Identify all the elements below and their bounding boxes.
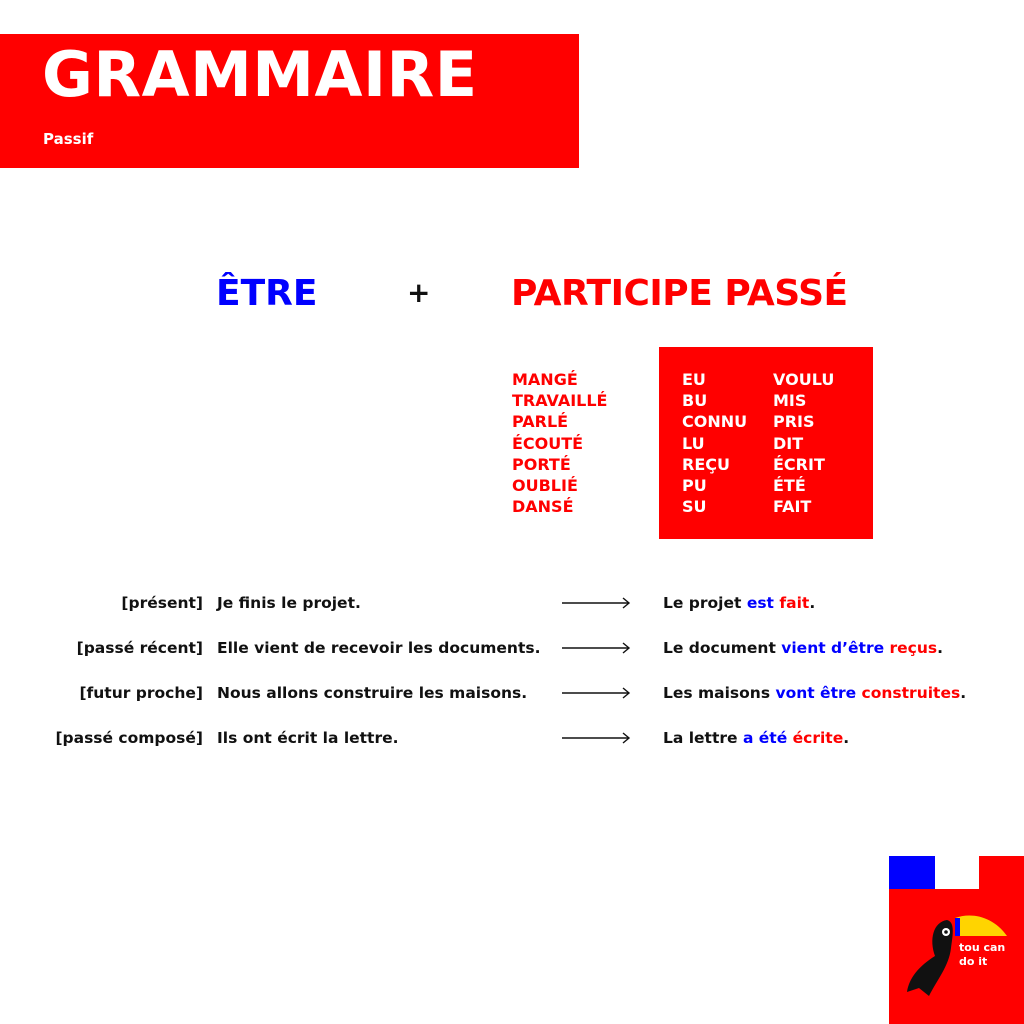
right-arrow-icon: [562, 640, 632, 656]
active-sentence: Elle vient de recevoir les documents.: [217, 639, 541, 657]
list-item: MIS: [773, 391, 807, 411]
active-sentence: Nous allons construire les maisons.: [217, 684, 528, 702]
list-item: TRAVAILLÉ: [512, 391, 608, 411]
list-item: MANGÉ: [512, 370, 578, 389]
irregular-participle-box: [659, 347, 873, 539]
list-item: DANSÉ: [512, 497, 574, 517]
passive-auxiliary: est: [746, 594, 774, 612]
right-arrow-icon: [562, 595, 632, 611]
list-item: SU: [682, 497, 707, 517]
list-item: ÉCOUTÉ: [512, 433, 584, 453]
example-row: [0, 729, 1024, 753]
list-item: OUBLIÉ: [512, 476, 578, 496]
right-arrow-icon: [562, 730, 632, 746]
list-item: FAIT: [773, 497, 812, 517]
list-item: LU: [682, 433, 705, 453]
passive-sentence: Le projet est fait.: [663, 594, 816, 612]
list-item: BU: [682, 391, 708, 411]
irregular-column-a: [682, 369, 747, 517]
passive-participle: écrite: [792, 729, 844, 747]
list-item: PORTÉ: [512, 454, 571, 474]
list-item: ÉTÉ: [773, 476, 806, 496]
passive-auxiliary: vient d’être: [781, 639, 885, 657]
right-arrow-icon: [562, 685, 632, 701]
list-item: PARLÉ: [512, 412, 569, 432]
page-subtitle: Passif: [43, 130, 94, 148]
passive-sentence: Le document vient d’être reçus.: [663, 639, 944, 657]
list-item: ÉCRIT: [773, 454, 825, 474]
formula-plus-sign: +: [407, 276, 431, 309]
toucan-logo: [889, 856, 1024, 1024]
tense-label: [présent]: [121, 594, 203, 612]
passive-sentence: Les maisons vont être construites.: [663, 684, 967, 702]
list-item: VOULU: [773, 370, 835, 389]
passive-auxiliary: vont être: [775, 684, 857, 702]
formula-auxiliary: ÊTRE: [216, 273, 318, 314]
formula-participle: PARTICIPE PASSÉ: [511, 273, 848, 314]
example-row: [0, 594, 1024, 618]
example-row: [0, 684, 1024, 708]
page-title: GRAMMAIRE: [42, 38, 478, 111]
active-sentence: Je finis le projet.: [217, 594, 361, 612]
list-item: REÇU: [682, 454, 730, 474]
passive-participle: reçus: [889, 639, 938, 657]
passive-participle: construites: [861, 684, 961, 702]
list-item: DIT: [773, 433, 804, 453]
tense-label: [futur proche]: [79, 684, 203, 702]
regular-participle-list: [512, 369, 607, 517]
example-row: [0, 639, 1024, 663]
passive-auxiliary: a été: [742, 729, 788, 747]
active-sentence: Ils ont écrit la lettre.: [217, 729, 399, 747]
list-item: CONNU: [682, 412, 748, 432]
list-item: EU: [682, 370, 706, 389]
tense-label: [passé récent]: [76, 639, 203, 657]
tense-label: [passé composé]: [55, 729, 203, 747]
passive-participle: fait: [779, 594, 810, 612]
irregular-column-b: [773, 369, 834, 517]
passive-sentence: La lettre a été écrite.: [663, 729, 850, 747]
list-item: PRIS: [773, 412, 815, 432]
list-item: PU: [682, 476, 707, 496]
logo-text: tou can do it: [959, 941, 1006, 968]
